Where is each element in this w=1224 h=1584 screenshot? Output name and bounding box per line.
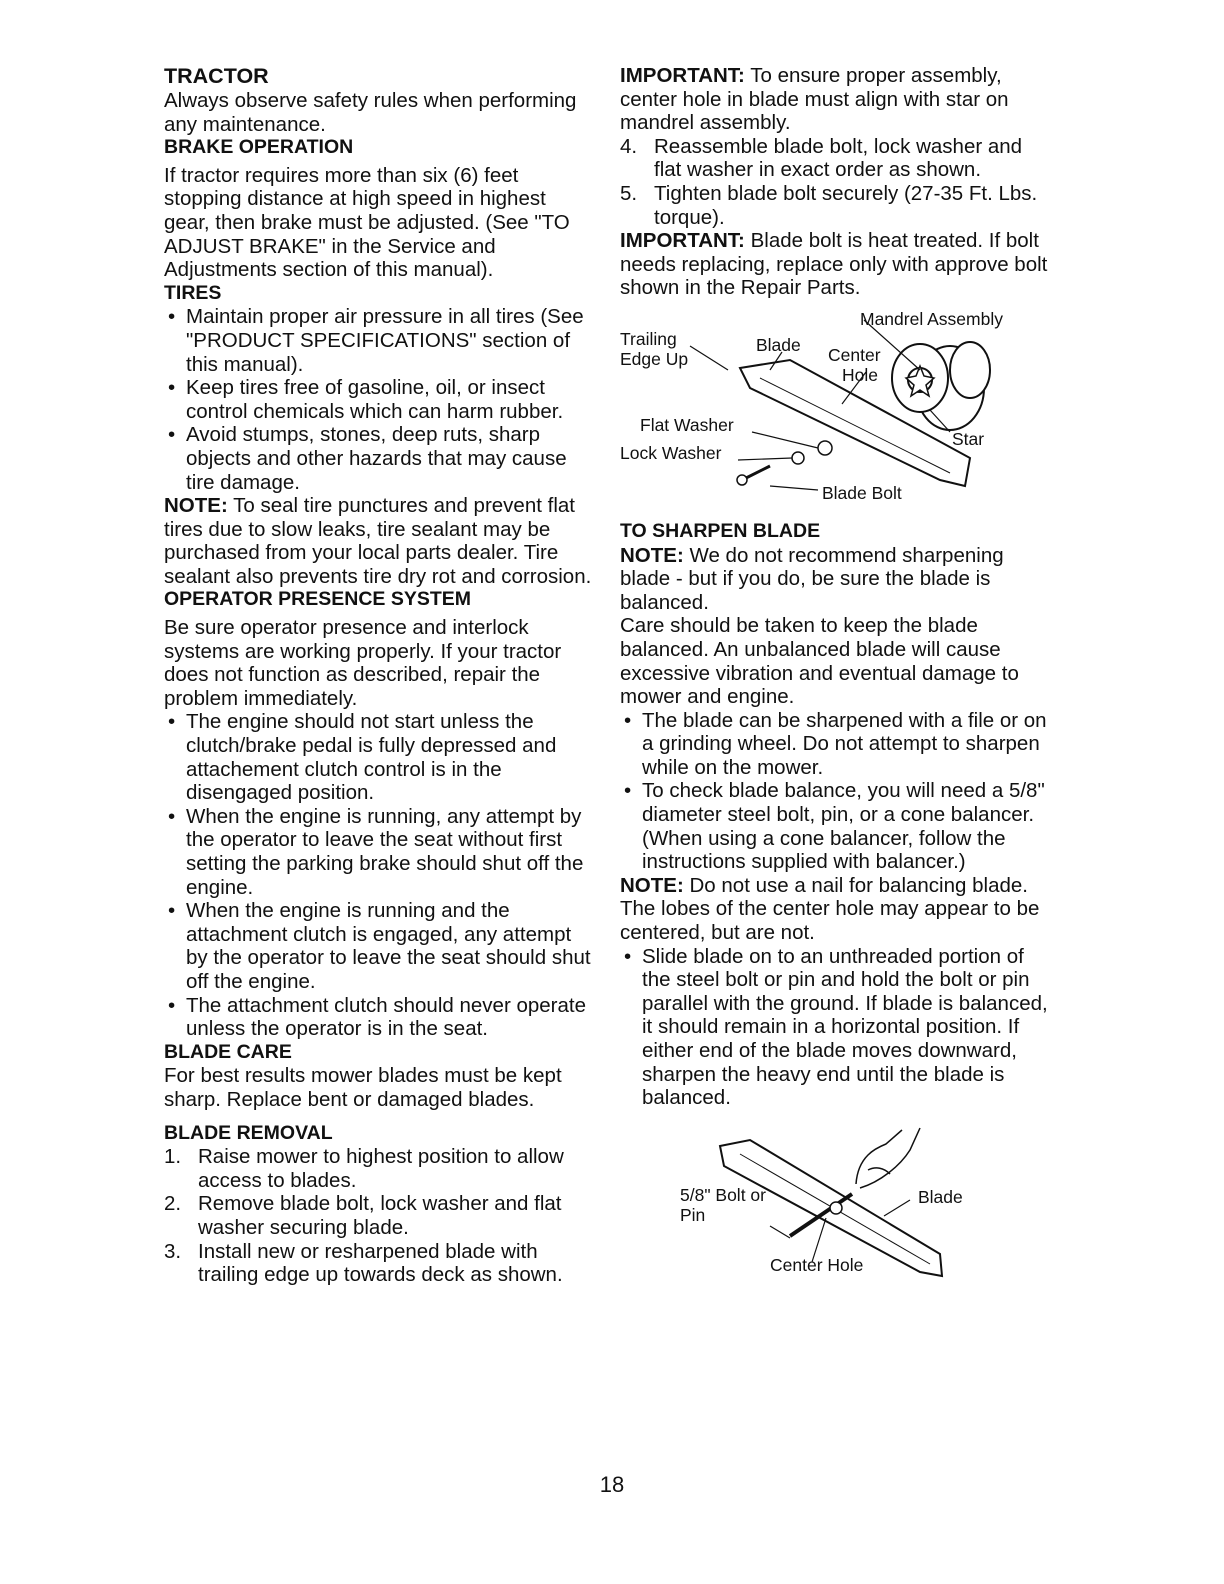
label-trailing: Trailing — [620, 328, 677, 349]
heading-tires: TIRES — [164, 281, 222, 304]
label-center-hole: Center Hole — [770, 1254, 864, 1275]
label-hole: Hole — [842, 364, 878, 385]
list-item: • Slide blade on to an unthreaded portion of the steel bolt or pin and hold the bolt or pin parallel with the ground. If blade is balanced, it should remain in a horizontal position. If either end of the blade moves downward, sharpen the heavy end until the blade is balanced. — [620, 945, 1050, 1110]
list-item: • Avoid stumps, stones, deep ruts, sharp objects and other hazards that may cause tire damage. — [164, 423, 592, 494]
blade-care-text: For best results mower blades must be kept sharp. Replace bent or damaged blades. — [164, 1064, 562, 1111]
list-item: • Maintain proper air pressure in all tires (See "PRODUCT SPECIFICATIONS" section of this manual). — [164, 305, 592, 376]
step-text: Tighten blade bolt securely (27-35 Ft. Lbs. torque). — [654, 181, 1038, 229]
right-column — [620, 64, 1050, 1296]
important-label: IMPORTANT: — [620, 229, 745, 253]
list-item: • The attachment clutch should never operate unless the operator is in the seat. — [164, 994, 592, 1041]
brake-text: If tractor requires more than six (6) feet stopping distance at high speed in highest gear, then brake must be adjusted. (See "TO ADJUST BRAKE" in the Service and Adjustments section of this manual). — [164, 163, 570, 282]
label-blade-bolt: Blade Bolt — [822, 482, 902, 503]
step-text: Reassemble blade bolt, lock washer and flat washer in exact order as shown. — [654, 134, 1023, 182]
note-label: NOTE: — [164, 494, 228, 518]
step-number: 4. — [620, 134, 638, 158]
list-item — [164, 1192, 592, 1239]
list-item — [164, 1145, 592, 1192]
note-text: To seal tire punctures and prevent flat tires due to slow leaks, tire sealant may be purchased from your local parts dealer. Tire sealant also prevents tire dry rot and corrosion. — [164, 494, 592, 588]
sharpen-note-2 — [620, 874, 1050, 945]
ops-text: Be sure operator presence and interlock systems are working properly. If your tractor does not function as described, repair the problem immediately. — [164, 616, 562, 710]
tires-note — [164, 494, 592, 588]
list-item: • When the engine is running, any attempt by the operator to leave the seat without first setting the parking brake should shut off the engine. — [164, 805, 592, 899]
label-flat-washer: Flat Washer — [640, 414, 734, 435]
step-text: Remove blade bolt, lock washer and flat washer securing blade. — [198, 1192, 562, 1239]
label-pin: Pin — [680, 1204, 706, 1225]
label-mandrel-assembly: Mandrel Assembly — [860, 308, 1003, 329]
label-blade: Blade — [756, 334, 801, 355]
reassembly-steps — [620, 135, 1050, 229]
sharpen-note-1 — [620, 544, 1050, 615]
heading-blade-removal: BLADE REMOVAL — [164, 1121, 333, 1144]
note-text: We do not recommend sharpening blade - but if you do, be sure the blade is balanced. — [620, 543, 1004, 614]
label-edge-up: Edge Up — [620, 348, 689, 369]
list-item: • Keep tires free of gasoline, oil, or insect control chemicals which can harm rubber. — [164, 376, 592, 423]
important-note-2 — [620, 229, 1050, 300]
list-item: • The engine should not start unless the clutch/brake pedal is fully depressed and attachement clutch control is in the disengaged position. — [164, 710, 592, 804]
step-number: 2. — [164, 1192, 182, 1216]
note-text: Do not use a nail for balancing blade. The lobes of the center hole may appear to be centered, but are not. — [620, 873, 1040, 945]
page-number: 18 — [599, 1472, 625, 1497]
sharpen-list — [620, 709, 1050, 874]
tractor-intro: Always observe safety rules when performing any maintenance. — [164, 89, 577, 136]
heading-operator-presence: OPERATOR PRESENCE SYSTEM — [164, 588, 472, 611]
note-label: NOTE: — [620, 543, 684, 567]
heading-to-sharpen-blade: TO SHARPEN BLADE — [620, 519, 821, 542]
ops-list — [164, 710, 592, 1040]
label-bolt: 5/8" Bolt or — [680, 1184, 766, 1205]
blade-removal-steps — [164, 1145, 592, 1287]
step-number: 5. — [620, 181, 638, 205]
step-number: 3. — [164, 1239, 182, 1263]
label-blade: Blade — [918, 1186, 963, 1207]
heading-blade-care: BLADE CARE — [164, 1040, 292, 1063]
label-center: Center — [828, 344, 881, 365]
label-lock-washer: Lock Washer — [620, 442, 722, 463]
step-number: 1. — [164, 1145, 182, 1169]
important-text: Blade bolt is heat treated. If bolt needs replacing, replace only with approve bolt shown in the Repair Parts. — [620, 229, 1048, 300]
left-column — [164, 64, 592, 1287]
step-text: Install new or resharpened blade with trailing edge up towards deck as shown. — [198, 1239, 563, 1287]
list-item: • The blade can be sharpened with a file or on a grinding wheel. Do not attempt to sharpen while on the mower. — [620, 709, 1050, 780]
sharpen-text: Care should be taken to keep the blade balanced. An unbalanced blade will cause excessive vibration and eventual damage to mower and engine. — [620, 614, 1019, 709]
blade-assembly-figure — [620, 308, 1050, 520]
list-item: • When the engine is running and the attachment clutch is engaged, any attempt by the operator to leave the seat should shut off the engine. — [164, 899, 592, 993]
label-star: Star — [952, 428, 985, 449]
blade-assembly-illustration — [620, 308, 1020, 520]
section-title-tractor: TRACTOR — [164, 64, 269, 88]
important-label: IMPORTANT: — [620, 64, 745, 87]
tires-list — [164, 305, 592, 494]
important-note-1 — [620, 64, 1050, 135]
list-item — [620, 135, 1050, 182]
heading-brake-operation: BRAKE OPERATION — [164, 136, 354, 159]
list-item — [620, 182, 1050, 229]
note-label: NOTE: — [620, 873, 684, 897]
balance-list — [620, 945, 1050, 1110]
step-text: Raise mower to highest position to allow access to blades. — [198, 1145, 564, 1192]
important-text: To ensure proper assembly, center hole in blade must align with star on mandrel assembly. — [620, 64, 1009, 135]
list-item: • To check blade balance, you will need a 5/8" diameter steel bolt, pin, or a cone balancer. (When using a cone balancer, follow the instructions supplied with balancer.) — [620, 779, 1050, 873]
list-item — [164, 1240, 592, 1287]
blade-balance-figure — [620, 1126, 1050, 1296]
